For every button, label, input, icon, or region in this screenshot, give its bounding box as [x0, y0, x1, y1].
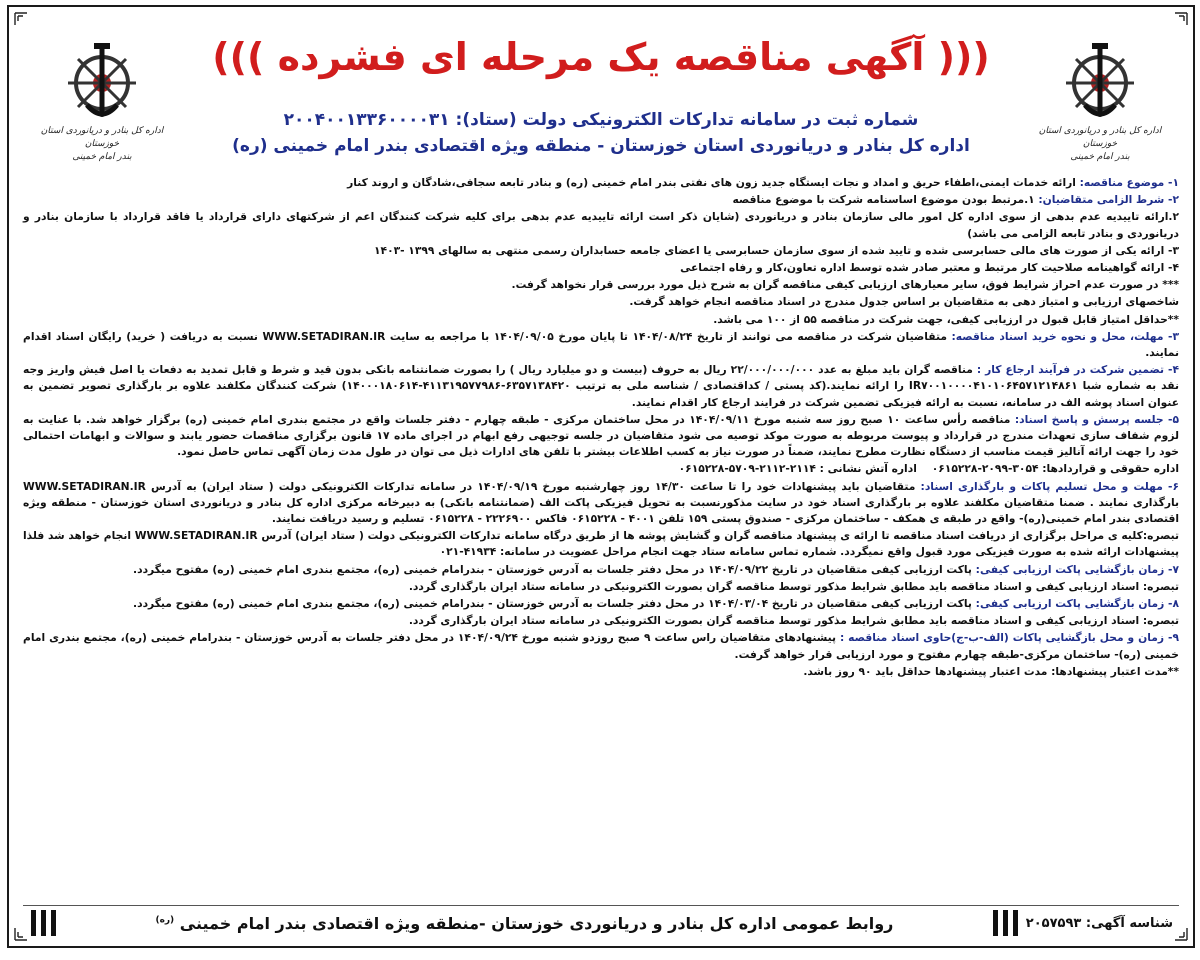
- divider-bars: [31, 910, 56, 936]
- requirement-note: *** در صورت عدم احراز شرایط فوق، سایر معیارهای ارزیابی کیفی مناقصه گران به شرح ذیل مورد بررسی قرار نخواهد گرفت.: [511, 278, 1179, 292]
- section-quality-opening-2: [23, 596, 1179, 612]
- header-subtitle: [173, 107, 1029, 159]
- section-label: ۸- زمان بازگشایی پاکت ارزیابی کیفی:: [975, 597, 1179, 611]
- requirement-note: شاخصهای ارزیابی و امتیاز دهی به متقاضیان بر اساس جدول مندرج در اسناد مناقصه انجام خواهد گرفت.: [629, 295, 1179, 309]
- advertisement-page: [7, 5, 1195, 948]
- footer-public-relations: [64, 914, 985, 933]
- page-title: ((( آگهی مناقصه یک مرحله ای فشرده ))): [212, 35, 990, 79]
- section-text: مناقصه گران باید مبلغ به عدد ۲۲/۰۰۰/۰۰۰/۰۰۰ ریال به حروف (بیست و دو میلیارد ریال ) را بصورت ضمانتنامه بانکی بدون قید و شرط و قابل تمدید به دفعات یا اصل فیش واریز وجه نقد به شماره شبا IR۷۰۰۱۰۰۰۰۴۱۰۱۰۶۴۵۷۱۲۱۴۸۶۱ را ارائه نمایند.(کد پستی / کداقتصادی / شناسه ملی به ترتیب ۶۳۵۷۱۳۸۴۲۰-۴۱۱۳۱۹۵۷۷۹۸۶-۱۴۰۰۰۱۸۰۶۱۴) شرکت کنندگان مکلفند علاوه بر بارگذاری تصویر تضمین به عنوان اسناد پوشه الف در سامانه، نسبت به ارائه فیزیکی تضمین شرکت در فرایند ارجاع کار اقدام نمایند.: [23, 363, 1179, 409]
- quality-note: تبصره: اسناد ارزیابی کیفی و اسناد مناقصه باید مطابق شرایط مذکور توسط مناقصه گران بصورت الکترونیکی در سامانه ستاد ایران بارگذاری گردد.: [408, 579, 1179, 593]
- anchor-wheel-logo-icon: [1055, 35, 1145, 125]
- section-subject: [23, 175, 1179, 191]
- footer: [23, 905, 1179, 940]
- section-text: متقاضیان شرکت در مناقصه می توانند از تاریخ ۱۴۰۴/۰۸/۲۴ تا پایان مورخ ۱۴۰۴/۰۹/۰۵ با مراجعه به سایت WWW.SETADIRAN.IR نسبت به دریافت ( خرید) رایگان اسناد اقدام نمایند.: [23, 329, 1179, 360]
- logo-left: [37, 35, 167, 165]
- section-text: پاکت ارزیابی کیفی متقاضیان در تاریخ ۱۴۰۴/۰۹/۲۲ در محل دفتر جلسات به آدرس خوزستان - بندرامام خمینی (ره)، مجتمع بندری امام خمینی (ره) مفتوح میگردد.: [133, 562, 976, 576]
- section-text: مناقصه رأس ساعت ۱۰ صبح روز سه شنبه مورخ ۱۴۰۴/۰۹/۱۱ در محل ساختمان مرکزی - طبقه چهارم - دفتر جلسات واقع در مجتمع بندری امام خمینی (ره) برگزار خواهد شد. با عنایت به لزوم شفاف سازی تعهدات مندرج در قرارداد و پیوست مربوطه به صورت موکد توصیه می شود متقاضیان در جلسه توجیهی رفع ابهام در اجرای ماده ۱۷ قانون برگزاری مناقصات حضور یابند و سوالات و ابهامات احتمالی خود را جهت ارائه آنالیز قیمت مناسب از دستگاه نظارت مطرح نمایند، ضمناً در صورت نیاز به کسب اطلاعات بیشتر با تلفن های ادارات ذیل می توان در طول مدت زمان آگهی تماس حاصل نمود.: [23, 412, 1179, 459]
- contact-phones: [23, 461, 1179, 477]
- logo-org-name: اداره کل بنادر و دریانوردی استان خوزستان: [1038, 126, 1162, 149]
- submission-note: تبصره:کلیه ی مراحل برگزاری از دریافت اسناد مناقصه تا ارائه ی پیشنهاد مناقصه گران و گشایش پوشه ها از طریق درگاه سامانه تدارکات الکترونیکی دولت ( ستاد ایران) آدرس WWW.SETADIRAN.IR انجام خواهد شد فلذا پیشنهادات ارائه شده به صورت فیزیکی مورد قبول واقع نمیگردد. شماره تماس سامانه ستاد جهت انجام مراحل عضویت در سامانه: ۴۱۹۳۴-۰۲۱: [23, 529, 1179, 559]
- section-text: ارائه خدمات ایمنی،اطفاء حریق و امداد و نجات ایستگاه جدید زون های نفتی بندر امام خمینی (ره) و بنادر تابعه سجافی،شادگان و اروند کنار: [347, 176, 1080, 189]
- divider-bars: [993, 910, 1018, 936]
- section-label: ۴- تضمین شرکت در فرآیند ارجاع کار :: [976, 363, 1179, 377]
- section-label: ۹- زمان و محل بازگشایی پاکات (الف-ب-ج)حاوی اسناد مناقصه :: [839, 631, 1179, 645]
- ad-id: شناسه آگهی: ۲۰۵۷۵۹۳: [1025, 915, 1173, 931]
- logo-right: [1035, 35, 1165, 165]
- section-envelope-opening: [23, 630, 1179, 662]
- registration-number: شماره ثبت در سامانه تدارکات الکترونیکی دولت (ستاد): ۲۰۰۴۰۰۱۳۳۶۰۰۰۰۳۱: [283, 110, 919, 130]
- phone-legal: اداره حقوقی و قراردادها: ۳۰۵۴-۲۰۹۹-۰۶۱۵۲۲۸: [931, 462, 1179, 476]
- section-label: ۳- مهلت، محل و نحوه خرید اسناد مناقصه:: [951, 329, 1180, 343]
- section-quality-opening-1: [23, 562, 1179, 578]
- requirement-item: ۲.ارائه تاییدیه عدم بدهی از سوی اداره کل امور مالی سازمان بنادر و دریانوردی (شایان ذکر است ارائه تاییدیه عدم بدهی برای کلیه شرکت کنندگان اعم از شرکتهای دارای قرارداد یا فاقد قرارداد با سازمان بنادر و دریانوردی و بنادر تابعه الزامی می باشد): [23, 210, 1179, 240]
- section-guarantee: [23, 362, 1179, 411]
- section-qa-session: [23, 412, 1179, 461]
- section-label: ۵- جلسه پرسش و پاسخ اسناد:: [1014, 412, 1180, 426]
- section-label: ۷- زمان بازگشایی پاکت ارزیابی کیفی:: [975, 562, 1179, 576]
- section-label: ۲- شرط الزامی متقاضیان:: [1038, 193, 1179, 207]
- section-label: ۶- مهلت و محل تسلیم پاکات و بارگذاری اسناد:: [920, 479, 1179, 493]
- logo-org-port: بندر امام خمینی: [72, 152, 132, 162]
- section-documents: [23, 329, 1179, 361]
- tender-body: [23, 175, 1179, 915]
- phone-fire: اداره آتش نشانی : ۲۱۱۴-۲۱۱۲-۵۷۰۹-۰۶۱۵۲۲۸: [678, 462, 917, 476]
- quality-note: تبصره: اسناد ارزیابی کیفی و اسناد مناقصه باید مطابق شرایط مذکور توسط مناقصه گران بصورت الکترونیکی در سامانه ستاد ایران بارگذاری گردد.: [408, 614, 1179, 628]
- section-text: ۱.مرتبط بودن موضوع اساسنامه شرکت با موضوع مناقصه: [732, 193, 1039, 207]
- requirement-item: ۳- ارائه یکی از صورت های مالی حسابرسی شده و تایید شده از سوی سازمان حسابرسی یا اعضای جامعه حسابداران رسمی منتهی به سالهای ۱۳۹۹ -۱۴۰۳: [374, 243, 1179, 257]
- section-text: پیشنهادهای متقاضیان راس ساعت ۹ صبح روزدو شنبه مورخ ۱۴۰۴/۰۹/۲۴ در محل دفتر جلسات به آدرس خوزستان - بندرامام خمینی (ره)، مجتمع بندری امام خمینی (ره)- ساختمان مرکزی-طبقه چهارم مفتوح و مورد ارزیابی قرار خواهد گرفت.: [23, 631, 1179, 661]
- logo-org-name: اداره کل بنادر و دریانوردی استان خوزستان: [40, 126, 164, 149]
- logo-org-port: بندر امام خمینی: [1070, 152, 1130, 162]
- section-requirements: [23, 192, 1179, 208]
- section-label: ۱- موضوع مناقصه:: [1079, 176, 1179, 189]
- validity-note: **مدت اعتبار پیشنهادها: مدت اعتبار پیشنهادها حداقل باید ۹۰ روز باشد.: [803, 664, 1179, 678]
- header: [23, 21, 1179, 171]
- requirement-item: ۴- ارائه گواهینامه صلاحیت کار مرتبط و معتبر صادر شده توسط اداره تعاون،کار و رفاه اجتماعی: [680, 261, 1179, 275]
- footer-sup: (ره): [155, 915, 175, 926]
- section-submission: [23, 479, 1179, 528]
- footer-text: روابط عمومی اداره کل بنادر و دریانوردی خوزستان -منطقه ویژه اقتصادی بندر امام خمینی: [179, 913, 894, 933]
- anchor-wheel-logo-icon: [57, 35, 147, 125]
- section-text: متقاضیان باید پیشنهادات خود را تا ساعت ۱۴/۳۰ روز چهارشنبه مورخ ۱۴۰۴/۰۹/۱۹ در سامانه تدارکات الکترونیکی دولت ( ستاد ایران) به آدرس WWW.SETADIRAN.IR بارگذاری نمایند . ضمنا متقاضیان مکلفند علاوه بر بارگذاری اسناد خود در سایت مذکورنسبت به تحویل فیزیکی پاکت الف (ضمانتنامه بانکی) به دبیرخانه مرکزی اداره کل بنادر و دریانوردی استان خوزستان - منطقه ویژه اقتصادی بندر امام خمینی(ره)- واقع در طبقه ی همکف - ساختمان مرکزی - صندوق پستی ۱۵۹ تلفن ۴۰۰۱ - ۰۶۱۵۲۲۸ فاکس ۲۲۲۶۹۰۰ - ۰۶۱۵۲۲۸ تسلیم و رسید دریافت نمایند.: [23, 479, 1179, 526]
- organization-name: اداره کل بنادر و دریانوردی استان خوزستان - منطقه ویژه اقتصادی بندر امام خمینی (ره): [232, 136, 970, 156]
- requirement-note: **حداقل امتیاز قابل قبول در ارزیابی کیفی، جهت شرکت در مناقصه ۵۵ از ۱۰۰ می باشد.: [713, 312, 1179, 326]
- section-text: پاکت ارزیابی کیفی متقاضیان در تاریخ ۱۴۰۴/۰۳/۰۴ در محل دفتر جلسات به آدرس خوزستان - بندرامام خمینی (ره)، مجتمع بندری امام خمینی (ره) مفتوح میگردد.: [133, 597, 976, 611]
